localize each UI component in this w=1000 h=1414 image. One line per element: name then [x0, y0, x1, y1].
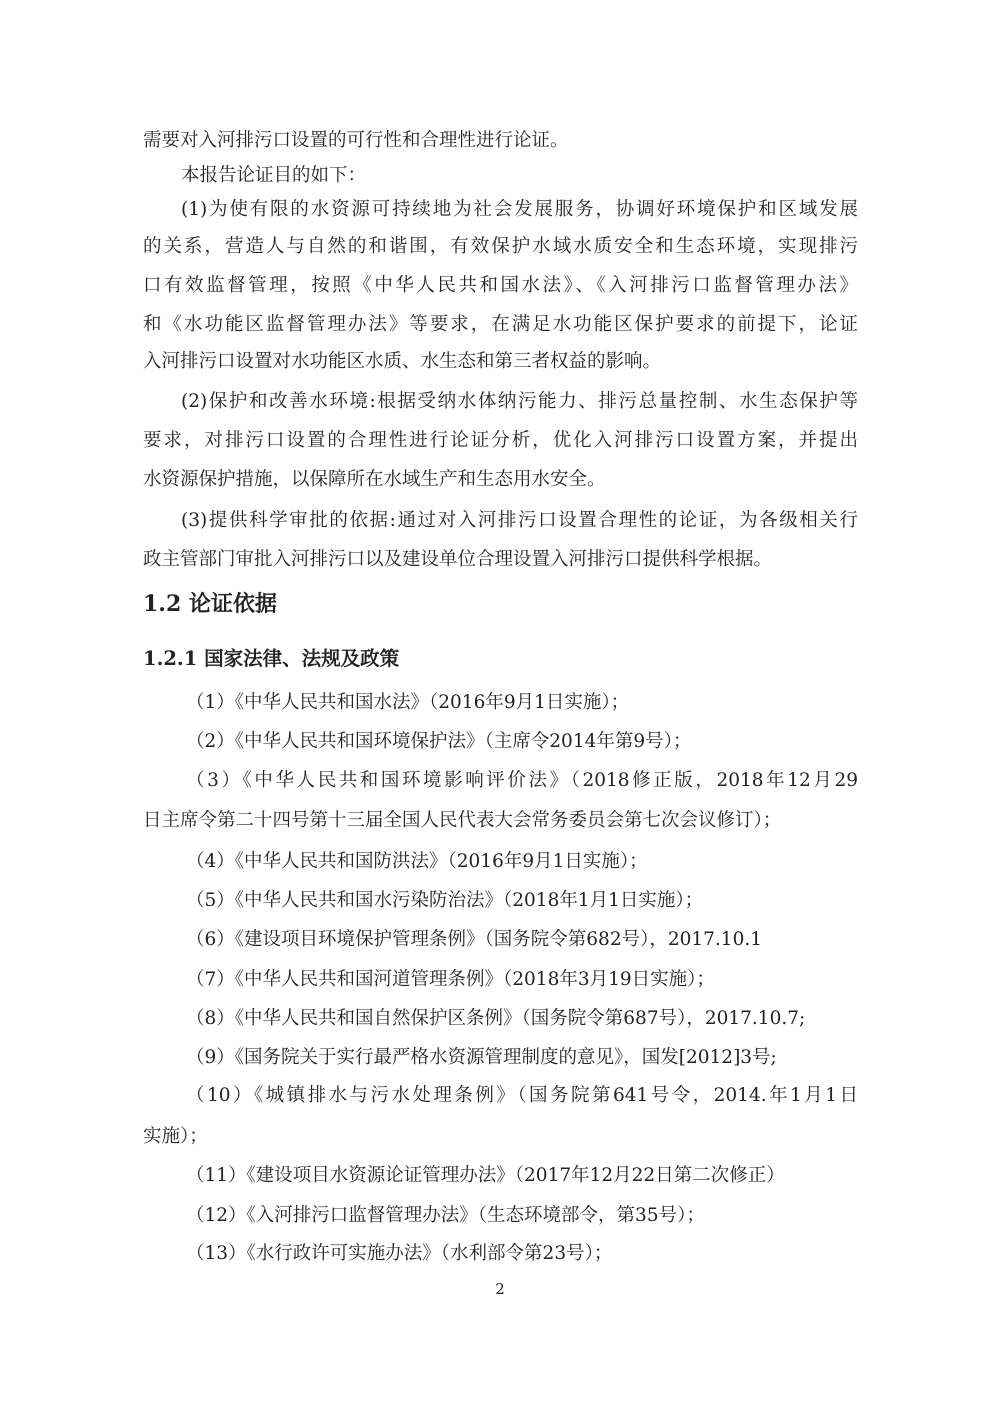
paragraph-line: (3)提供科学审批的依据:通过对入河排污口设置合理性的论证，为各级相关行 [181, 510, 858, 531]
paragraph-line: (1)为使有限的水资源可持续地为社会发展服务，协调好环境保护和区域发展 [181, 199, 858, 220]
section-heading: 1.2 论证依据 [143, 591, 277, 617]
list-item: （8）《中华人民共和国自然保护区条例》（国务院令第687号），2017.10.7; [186, 1008, 806, 1029]
list-item: （2）《中华人民共和国环境保护法》（主席令2014年第9号）； [186, 731, 692, 752]
paragraph-line: (2)保护和改善水环境:根据受纳水体纳污能力、排污总量控制、水生态保护等 [181, 391, 858, 412]
list-item: （4）《中华人民共和国防洪法》（2016年9月1日实施）； [186, 851, 648, 872]
subsection-heading: 1.2.1 国家法律、法规及政策 [143, 647, 400, 670]
list-item: （12）《入河排污口监督管理办法》（生态环境部令，第35号）； [186, 1205, 705, 1226]
list-item: （10）《城镇排水与污水处理条例》（国务院第641号令，2014.年1月1日 [186, 1085, 858, 1106]
list-item: （13）《水行政许可实施办法》（水利部令第23号）； [186, 1243, 613, 1264]
list-item: （11）《建设项目水资源论证管理办法》（2017年12月22日第二次修正） [186, 1165, 785, 1186]
list-item: （5）《中华人民共和国水污染防治法》（2018年1月1日实施）； [186, 890, 704, 911]
paragraph-line: 本报告论证目的如下： [181, 165, 367, 186]
paragraph-line: 需要对入河排污口设置的可行性和合理性进行论证。 [143, 130, 569, 151]
paragraph-line: 和《水功能区监督管理办法》等要求，在满足水功能区保护要求的前提下，论证 [143, 314, 858, 335]
page-number: 2 [495, 1280, 505, 1298]
list-item: （7）《中华人民共和国河道管理条例》（2018年3月19日实施）； [186, 969, 715, 990]
list-item: 日主席令第二十四号第十三届全国人民代表大会常务委员会第七次会议修订）； [143, 810, 782, 831]
list-item: （9）《国务院关于实行最严格水资源管理制度的意见》，国发[2012]3号; [186, 1047, 777, 1068]
paragraph-line: 要求，对排污口设置的合理性进行论证分析，优化入河排污口设置方案，并提出 [143, 430, 858, 451]
paragraph-line: 政主管部门审批入河排污口以及建设单位合理设置入河排污口提供科学根据。 [143, 549, 773, 570]
list-item: （1）《中华人民共和国水法》（2016年9月1日实施）； [186, 692, 630, 713]
paragraph-line: 的关系，营造人与自然的和谐围，有效保护水域水质安全和生态环境，实现排污 [143, 236, 858, 257]
list-item: （3）《中华人民共和国环境影响评价法》（2018修正版，2018年12月29 [186, 770, 858, 791]
paragraph-line: 水资源保护措施，以保障所在水域生产和生态用水安全。 [143, 469, 606, 490]
paragraph-line: 口有效监督管理，按照《中华人民共和国水法》、《入河排污口监督管理办法》 [143, 275, 858, 296]
paragraph-line: 入河排污口设置对水功能区水质、水生态和第三者权益的影响。 [143, 351, 662, 372]
list-item: （6）《建设项目环境保护管理条例》（国务院令第682号），2017.10.1 [186, 929, 762, 950]
list-item: 实施）； [143, 1126, 208, 1147]
